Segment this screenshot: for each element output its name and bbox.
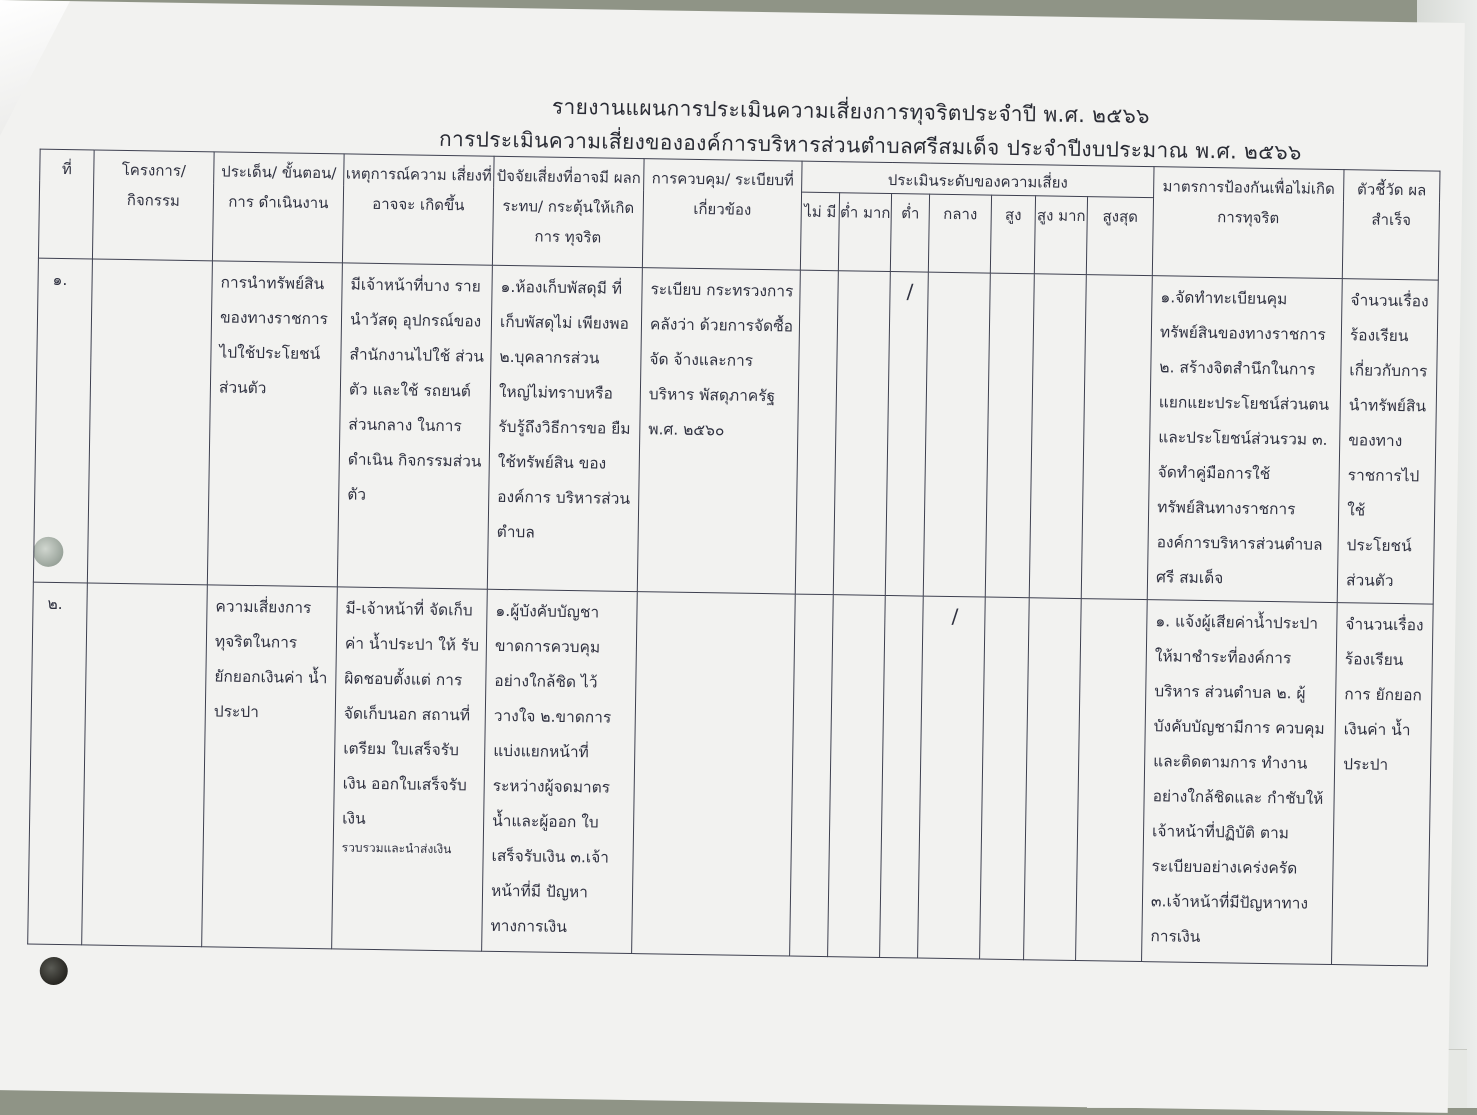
row-number: ๑. xyxy=(33,258,92,583)
punch-hole-icon xyxy=(40,957,68,985)
row-control xyxy=(632,592,796,956)
level-cell-none xyxy=(795,270,838,595)
level-cell-high xyxy=(985,273,1034,598)
row-factor: ๑.ห้องเก็บพัสดุมี ที่เก็บพัสดุไม่ เพียงพอ ๒.บุคลากรส่วน ใหญ่ไม่ทราบหรือ รับรู้ถึงวิธีการขอ ยืม ใช้ทรัพย์สิน ขององค์การ บริหารส่วนตำบล xyxy=(487,265,642,591)
report-subtitle: การประเมินความเสี่ยงขององค์การบริหารส่วนตำบลศรีสมเด็จ ประจำปีงบประมาณ พ.ศ. ๒๕๖๖ xyxy=(438,126,1302,165)
header-assessment: ประเมินระดับของความเสี่ยง xyxy=(802,161,1154,198)
row-event-text: มี-เจ้าหน้าที่ จัดเก็บค่า น้ำประปา ให้ รับผิดชอบตั้งแต่ การจัดเก็บนอก สถานที่ เตรียม ใบเสร็จรับเงิน ออกใบเสร็จรับเงิน xyxy=(342,599,480,828)
header-no: ที่ xyxy=(38,149,94,259)
header-measures: มาตรการป้องกันเพื่อไม่เกิด การทุจริต xyxy=(1152,167,1344,279)
row-factor: ๑.ผู้บังคับบัญชา ขาดการควบคุม อย่างใกล้ชิด ไว้วางใจ ๒.ขาดการ แบ่งแยกหน้าที่ ระหว่างผู้จดมาตร น้ำและผู้ออก ใบเสร็จรับเงิน ๓.เจ้าหน้าที่มี ปัญหาทางการเงิน xyxy=(482,589,638,953)
header-project: โครงการ/ กิจกรรม xyxy=(92,150,214,261)
row-project xyxy=(82,583,208,947)
row-control: ระเบียบ กระทรวงการคลังว่า ด้วยการจัดซื้อจัด จ้างและการบริหาร พัสดุภาครัฐ พ.ศ. ๒๕๖๐ xyxy=(637,268,800,594)
header-control: การควบคุม/ ระเบียบที่เกี่ยวข้อง xyxy=(642,159,802,270)
level-cell-very-low xyxy=(833,271,890,596)
row-indicator: จำนวนเรื่อง ร้องเรียนการ ยักยอกเงินค่า น้ำประปา xyxy=(1332,603,1434,966)
report-title: รายงานแผนการประเมินความเสี่ยงการทุจริตประจำปี พ.ศ. ๒๕๖๖ xyxy=(551,94,1150,129)
row-issue: การนำทรัพย์สิน ของทางราชการ ไปใช้ประโยชน์ ส่วนตัว xyxy=(207,261,342,587)
header-level-very-high: สูง มาก xyxy=(1034,196,1087,275)
header-level-none: ไม่ มี xyxy=(800,192,839,271)
level-cell-high xyxy=(980,597,1030,960)
level-cell-medium xyxy=(923,272,990,597)
row-event: มีเจ้าหน้าที่บาง รายนำวัสดุ อุปกรณ์ของ สำนักงานไปใช้ ส่วนตัว และใช้ รถยนต์ส่วนกลาง ในการดำเนิน กิจกรรมส่วนตัว xyxy=(337,263,492,589)
level-cell-highest xyxy=(1076,599,1148,962)
risk-level-mark: / xyxy=(906,279,914,304)
row-measures: ๑.จัดทำทะเบียนคุม ทรัพย์สินของทางราชการ ๒. สร้างจิตสำนึกในการ แยกแยะประโยชน์ส่วนตน และประโยชน์ส่วนรวม ๓. จัดทำคู่มือการใช้ ทรัพย์สินทางราชการ องค์การบริหารส่วนตำบลศรี สมเด็จ xyxy=(1147,276,1342,603)
header-level-low: ต่ำ xyxy=(890,194,929,273)
level-cell-medium xyxy=(918,596,986,959)
row-number: ๒. xyxy=(28,582,88,945)
row-project xyxy=(87,259,212,585)
level-cell-low xyxy=(880,595,924,958)
header-level-highest: สูงสุด xyxy=(1086,197,1153,276)
header-event: เหตุการณ์ความ เสี่ยงที่อาจจะ เกิดขึ้น xyxy=(342,154,494,265)
row-issue: ความเสี่ยงการ ทุจริตในการ ยักยอกเงินค่า น้ำประปา xyxy=(202,585,338,949)
risk-level-mark: / xyxy=(951,604,959,629)
level-cell-very-high xyxy=(1029,274,1086,599)
row-event xyxy=(332,587,488,951)
table-row xyxy=(28,582,1434,966)
row-indicator: จำนวนเรื่อง ร้องเรียน เกี่ยวกับการ นำทรัพย์สิน ของทาง ราชการไปใช้ ประโยชน์ ส่วนตัว xyxy=(1337,279,1438,604)
level-cell-very-high xyxy=(1024,598,1082,961)
row-event-note: รวบรวมและนำส่งเงิน xyxy=(341,840,452,857)
row-measures: ๑. แจ้งผู้เสียค่าน้ำประปา ให้มาชำระที่องค์การบริหาร ส่วนตำบล ๒. ผู้บังคับบัญชามีการ ควบคุมและติดตามการ ทำงานอย่างใกล้ชิดและ กำชับให้เจ้าหน้าที่ปฏิบัติ ตามระเบียบอย่างเคร่งครัด ๓.เจ้าหน้าที่มีปัญหาทาง การเงิน xyxy=(1142,600,1338,965)
header-factor: ปัจจัยเสี่ยงที่อาจมี ผลกระทบ/ กระตุ้นให้เกิดการ ทุจริต xyxy=(492,156,644,267)
level-cell-highest xyxy=(1081,275,1152,600)
level-cell-very-low xyxy=(828,595,886,958)
level-cell-low xyxy=(885,272,928,597)
header-level-medium: กลาง xyxy=(928,194,991,273)
header-indicator: ตัวชี้วัด ผลสำเร็จ xyxy=(1342,170,1440,280)
level-cell-none xyxy=(790,594,834,957)
header-level-high: สูง xyxy=(990,195,1035,274)
risk-assessment-table xyxy=(27,149,1440,967)
table-row xyxy=(33,258,1438,604)
header-level-very-low: ต่ำ มาก xyxy=(838,193,891,272)
header-issue: ประเด็น/ ขั้นตอน/การ ดำเนินงาน xyxy=(212,152,344,263)
